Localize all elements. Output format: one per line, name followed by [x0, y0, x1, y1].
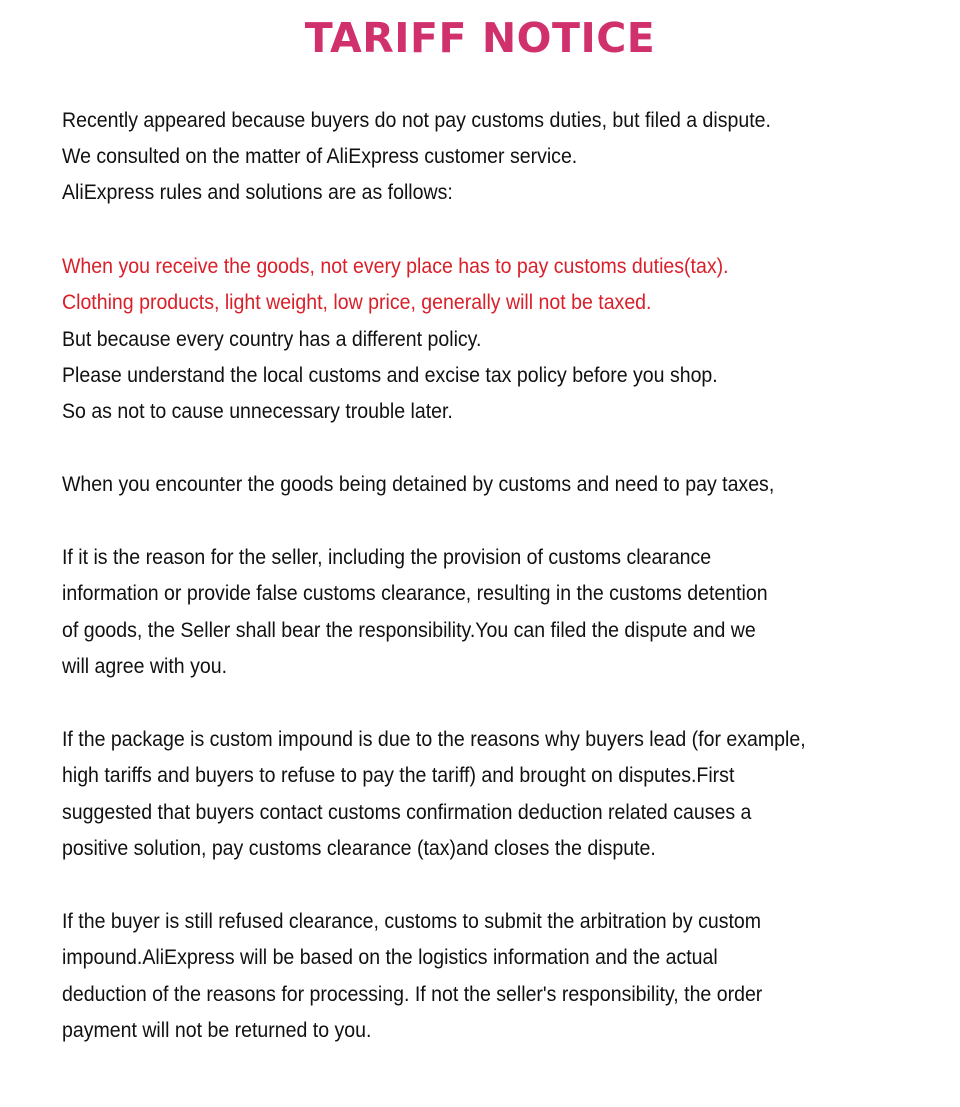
seller-reason-line: of goods, the Seller shall bear the responsibility.You can filed the dispute and we	[62, 619, 756, 642]
refused-line: If the buyer is still refused clearance, customs to submit the arbitration by custom	[62, 910, 762, 933]
seller-reason-line: information or provide false customs clearance, resulting in the customs detention	[62, 582, 768, 605]
seller-reason-line: will agree with you.	[62, 655, 228, 678]
policy-line: But because every country has a different policy.	[62, 328, 482, 351]
intro-line: We consulted on the matter of AliExpress customer service.	[62, 145, 578, 168]
buyer-reason-line: positive solution, pay customs clearance (tax)and closes the dispute.	[62, 837, 656, 860]
buyer-reason-line: suggested that buyers contact customs confirmation deduction related causes a	[62, 801, 752, 824]
policy-line: Please understand the local customs and excise tax policy before you shop.	[62, 364, 718, 387]
highlight-line: Clothing products, light weight, low price, generally will not be taxed.	[62, 291, 652, 314]
highlight-line: When you receive the goods, not every place has to pay customs duties(tax).	[62, 255, 729, 278]
refused-line: deduction of the reasons for processing. If not the seller's responsibility, the order	[62, 983, 763, 1006]
buyer-reason-line: high tariffs and buyers to refuse to pay the tariff) and brought on disputes.First	[62, 764, 735, 787]
policy-line: So as not to cause unnecessary trouble later.	[62, 400, 453, 423]
intro-line: Recently appeared because buyers do not pay customs duties, but filed a dispute.	[62, 109, 771, 132]
encounter-line: When you encounter the goods being detained by customs and need to pay taxes,	[62, 473, 775, 496]
buyer-reason-line: If the package is custom impound is due to the reasons why buyers lead (for example,	[62, 728, 806, 751]
seller-reason-line: If it is the reason for the seller, including the provision of customs clearance	[62, 546, 712, 569]
refused-line: impound.AliExpress will be based on the logistics information and the actual	[62, 946, 718, 969]
intro-line: AliExpress rules and solutions are as follows:	[62, 181, 453, 204]
page-title: TARIFF NOTICE	[304, 14, 656, 62]
refused-line: payment will not be returned to you.	[62, 1019, 372, 1042]
